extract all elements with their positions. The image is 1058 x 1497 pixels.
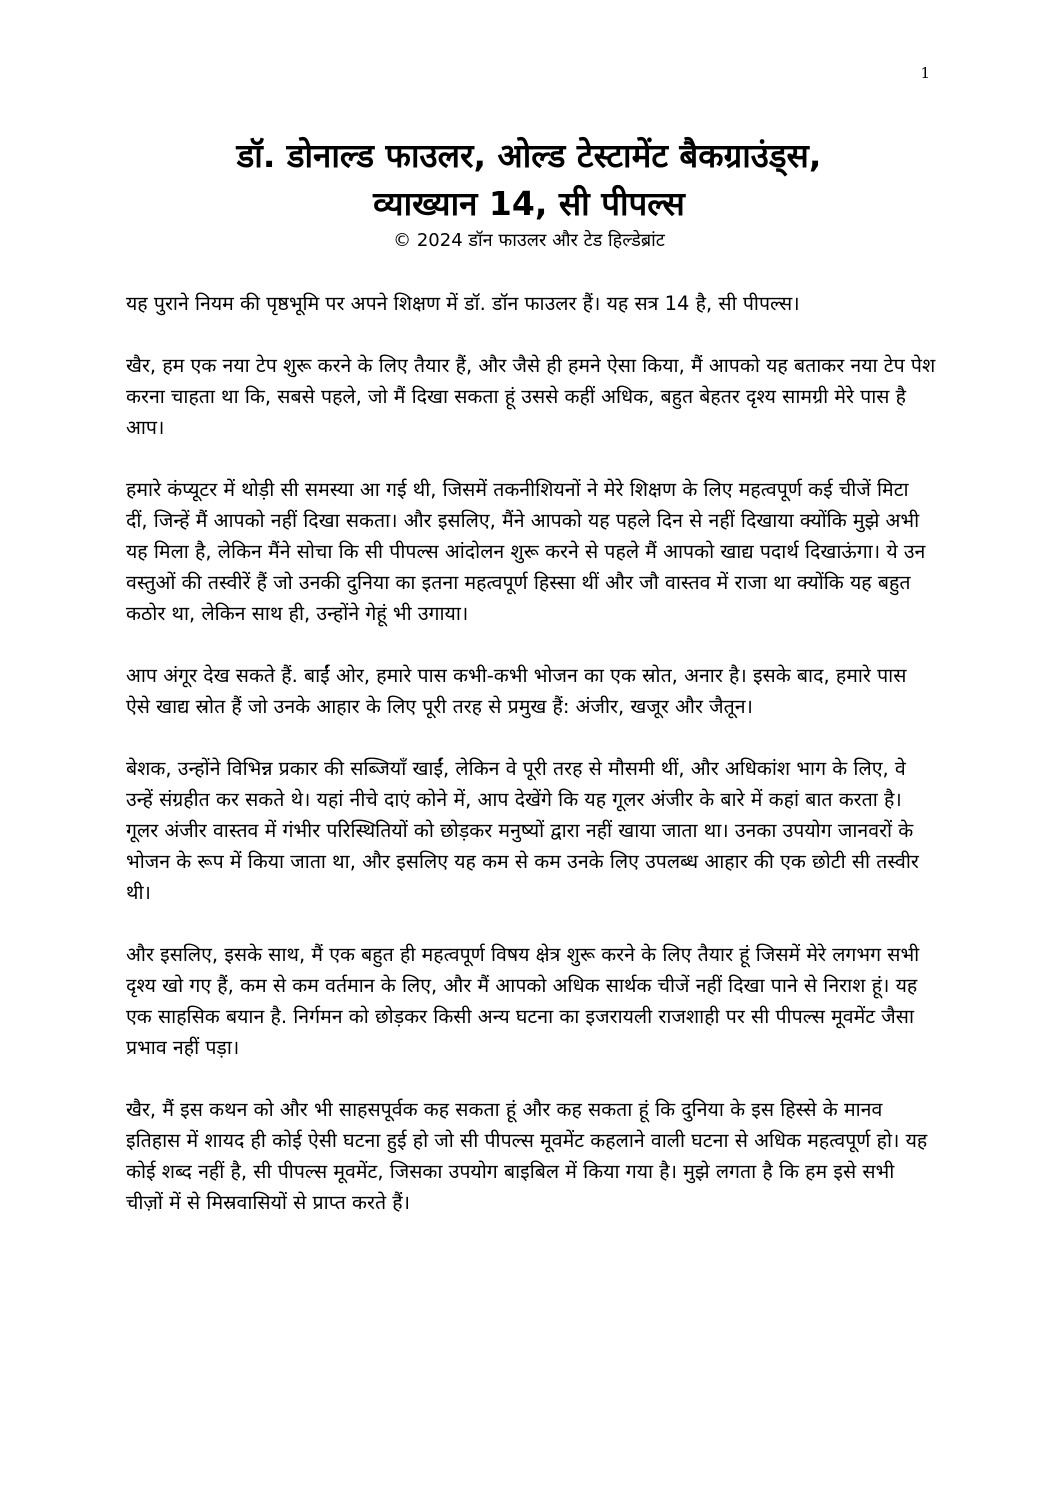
paragraph-3: हमारे कंप्यूटर में थोड़ी सी समस्या आ गई थी, जिसमें तकनीशियनों ने मेरे शिक्षण के लिए महत्वपूर्ण कई चीजें मिटा दीं, जिन्हें मैं आपको नहीं दिखा सकता। और इसलिए, मैंने आपको यह पहले दिन से नहीं दिखाया क्योंकि मुझे अभी यह मिला है, लेकिन मैंने सोचा कि सी पीपल्स आंदोलन शुरू करने से पहले मैं आपको खाद्य पदार्थ दिखाऊंगा। ये उन वस्तुओं की तस्वीरें हैं जो उनकी दुनिया का इतना महत्वपूर्ण हिस्सा थीं और जौ वास्तव में राजा था क्योंकि यह बहुत कठोर था, लेकिन साथ ही, उन्होंने गेहूं भी उगाया। [126,478,926,625]
paragraph-4: आप अंगूर देख सकते हैं. बाईं ओर, हमारे पास कभी-कभी भोजन का एक स्रोत, अनार है। इसके बाद, हमारे पास ऐसे खाद्य स्रोत हैं जो उनके आहार के लिए पूरी तरह से प्रमुख हैं: अंजीर, खजूर और जैतून। [126,664,907,718]
document-title [120,132,938,228]
body-text [126,288,936,1249]
paragraph-7: खैर, मैं इस कथन को और भी साहसपूर्वक कह सकता हूं और कह सकता हूं कि दुनिया के इस हिस्से के मानव इतिहास में शायद ही कोई ऐसी घटना हुई हो जो सी पीपल्स मूवमेंट कहलाने वाली घटना से अधिक महत्वपूर्ण हो। यह कोई शब्द नहीं है, सी पीपल्स मूवमेंट, जिसका उपयोग बाइबिल में किया गया है। मुझे लगता है कि हम इसे सभी चीज़ों में से मिस्रवासियों से प्राप्त करते हैं। [126,1098,928,1214]
paragraph-1: यह पुराने नियम की पृष्ठभूमि पर अपने शिक्षण में डॉ. डॉन फाउलर हैं। यह सत्र 14 है, सी पीपल्स। [126,292,800,315]
title-line-2: व्याख्यान 14, सी पीपल्स [373,184,685,223]
page-number: 1 [920,64,930,82]
copyright-line: © 2024 डॉन फाउलर और टेड हिल्डेब्रांट [393,230,665,251]
paragraph-6: और इसलिए, इसके साथ, मैं एक बहुत ही महत्वपूर्ण विषय क्षेत्र शुरू करने के लिए तैयार हूं जिसमें मेरे लगभग सभी दृश्य खो गए हैं, कम से कम वर्तमान के लिए, और मैं आपको अधिक सार्थक चीजें नहीं दिखा पाने से निराश हूं। यह एक साहसिक बयान है. निर्गमन को छोड़कर किसी अन्य घटना का इजरायली राजशाही पर सी पीपल्स मूवमेंट जैसा प्रभाव नहीं पड़ा। [126,943,920,1059]
paragraph-2: खैर, हम एक नया टेप शुरू करने के लिए तैयार हैं, और जैसे ही हमने ऐसा किया, मैं आपको यह बताकर नया टेप पेश करना चाहता था कि, सबसे पहले, जो मैं दिखा सकता हूं उससे कहीं अधिक, बहुत बेहतर दृश्य सामग्री मेरे पास है आप। [126,354,936,439]
paragraph-5: बेशक, उन्होंने विभिन्न प्रकार की सब्जियाँ खाईं, लेकिन वे पूरी तरह से मौसमी थीं, और अधिकांश भाग के लिए, वे उन्हें संग्रहीत कर सकते थे। यहां नीचे दाएं कोने में, आप देखेंगे कि यह गूलर अंजीर के बारे में कहां बात करता है। गूलर अंजीर वास्तव में गंभीर परिस्थितियों को छोड़कर मनुष्यों द्वारा नहीं खाया जाता था। उनका उपयोग जानवरों के भोजन के रूप में किया जाता था, और इसलिए यह कम से कम उनके लिए उपलब्ध आहार की एक छोटी सी तस्वीर थी। [126,757,919,904]
title-line-1: डॉ. डोनाल्ड फाउलर, ओल्ड टेस्टामेंट बैकग्राउंड्स, [236,136,822,175]
